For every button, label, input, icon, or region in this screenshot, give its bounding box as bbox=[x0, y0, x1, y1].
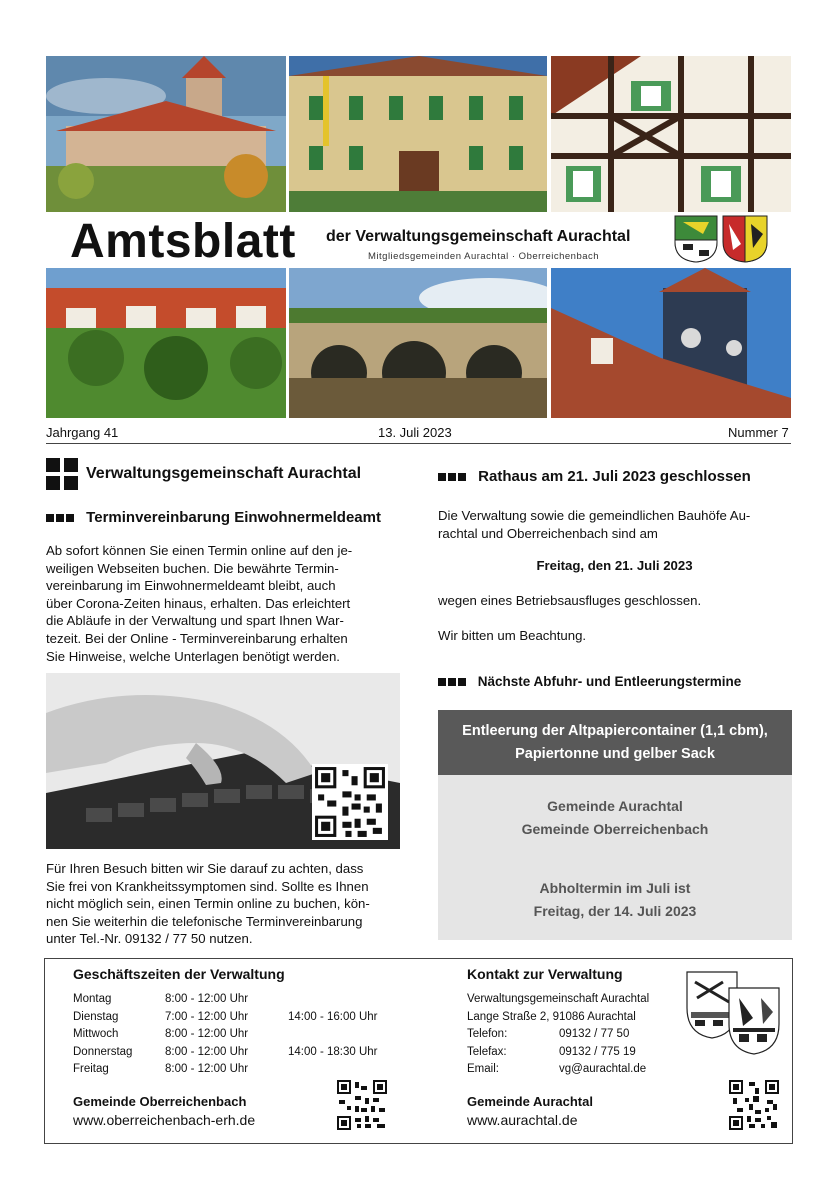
afternoon-hours: 14:00 - 16:00 Uhr bbox=[288, 1010, 378, 1023]
hours-row bbox=[73, 1061, 433, 1079]
contact-row bbox=[467, 1061, 687, 1079]
text-line: Sie Hinweise, welche Unterlagen benötigt werden. bbox=[46, 648, 340, 664]
clock-tower-photo bbox=[551, 268, 791, 418]
morning-hours: 8:00 - 12:00 Uhr bbox=[165, 1028, 249, 1041]
text-line: Die Verwaltung sowie die gemeindlichen Bauhöfe Au- bbox=[438, 508, 751, 523]
pickup-box-body bbox=[438, 775, 792, 940]
hours-row bbox=[73, 991, 433, 1009]
masthead-subtitle: der Verwaltungsgemeinschaft Aurachtal bbox=[326, 228, 631, 245]
text-line: Ab sofort können Sie einen Termin online auf den je- bbox=[46, 543, 353, 558]
contact-label: Telefon: bbox=[467, 1028, 508, 1041]
pickup-date bbox=[438, 841, 792, 923]
text-line: Papiertonne und gelber Sack bbox=[515, 746, 715, 762]
appointment-heading-text: Terminvereinbarung Einwohnermeldeamt bbox=[86, 509, 381, 526]
heading-marker-icon bbox=[438, 468, 468, 485]
contact-label: Email: bbox=[467, 1063, 499, 1076]
closed-heading bbox=[438, 468, 751, 485]
hours-heading: Geschäftszeiten der Verwaltung bbox=[73, 966, 285, 982]
morning-hours: 8:00 - 12:00 Uhr bbox=[165, 1063, 249, 1076]
visit-paragraph bbox=[46, 860, 400, 948]
text-line: Abholtermin im Juli ist bbox=[539, 880, 691, 896]
contact-row bbox=[467, 1044, 687, 1062]
town-hall-photo bbox=[289, 56, 547, 212]
appointment-heading bbox=[46, 509, 381, 526]
town1-url[interactable]: www.oberreichenbach-erh.de bbox=[73, 1112, 256, 1128]
text-line: Für Ihren Besuch bitten wir Sie darauf zu achten, dass bbox=[46, 861, 364, 876]
text-line: Gemeinde Oberreichenbach bbox=[521, 821, 709, 837]
contact-row bbox=[467, 1026, 687, 1044]
hours-table bbox=[73, 991, 433, 1079]
closed-reason: wegen eines Betriebsausfluges geschlossen. bbox=[438, 593, 702, 608]
section-grid-icon bbox=[46, 458, 78, 490]
contact-heading: Kontakt zur Verwaltung bbox=[467, 966, 623, 982]
heading-marker-icon bbox=[46, 509, 76, 526]
hours-row bbox=[73, 1044, 433, 1062]
closed-heading-text: Rathaus am 21. Juli 2023 geschlossen bbox=[478, 468, 751, 485]
appointment-qr-code[interactable] bbox=[312, 764, 388, 840]
text-line: Entleerung der Altpapiercontainer (1,1 cbm), bbox=[462, 723, 768, 739]
morning-hours: 8:00 - 12:00 Uhr bbox=[165, 993, 249, 1005]
day: Donnerstag bbox=[73, 1045, 133, 1058]
day: Dienstag bbox=[73, 1010, 119, 1023]
text-line: die Abläufe in der Verwaltung und spart Ihnen War- bbox=[46, 613, 344, 629]
contact-org: Verwaltungsgemeinschaft Aurachtal bbox=[467, 993, 650, 1005]
masthead-title: Amtsblatt bbox=[70, 215, 296, 268]
fax-value: 09132 / 775 19 bbox=[559, 1045, 636, 1058]
morning-hours: 7:00 - 12:00 Uhr bbox=[165, 1010, 249, 1023]
heading-marker-icon bbox=[438, 674, 468, 689]
text-line: unter Tel.-Nr. 09132 / 77 50 nutzen. bbox=[46, 931, 253, 947]
church-photo bbox=[46, 56, 286, 212]
text-line: weiligen Webseiten buchen. Die bewährte Termin- bbox=[46, 560, 339, 576]
text-line: Sie frei von Krankheitssymptomen sind. Sollte es Ihnen bbox=[46, 878, 369, 894]
email-value[interactable]: vg@aurachtal.de bbox=[559, 1063, 647, 1076]
issue-volume: Jahrgang 41 bbox=[46, 425, 119, 440]
half-timbered-house-photo bbox=[551, 56, 791, 212]
footer-coats-of-arms bbox=[683, 968, 783, 1056]
issue-date: 13. Juli 2023 bbox=[378, 425, 452, 440]
contact-block bbox=[467, 991, 687, 1079]
town2-name: Gemeinde Aurachtal bbox=[467, 1094, 593, 1109]
phone-value[interactable]: 09132 / 77 50 bbox=[559, 1028, 630, 1041]
town1-name: Gemeinde Oberreichenbach bbox=[73, 1094, 247, 1109]
hours-row bbox=[73, 1026, 433, 1044]
text-line: Gemeinde Aurachtal bbox=[547, 798, 683, 814]
org-heading: Verwaltungsgemeinschaft Aurachtal bbox=[86, 465, 362, 482]
issue-number: Nummer 7 bbox=[728, 425, 789, 440]
text-line: nen Sie weiterhin die telefonische Terminvereinbarung bbox=[46, 913, 363, 929]
text-line: über Corona-Zeiten hinaus, erhalten. Das erleichtert bbox=[46, 595, 351, 611]
text-line: tezeit. Bei der Online - Terminvereinbarung erhalten bbox=[46, 630, 348, 646]
text-line: nicht möglich sein, einen Termin online zu buchen, kön- bbox=[46, 896, 370, 912]
afternoon-hours: 14:00 - 18:30 Uhr bbox=[288, 1045, 378, 1058]
stone-bridge-photo bbox=[289, 268, 547, 418]
village-photo bbox=[46, 268, 286, 418]
pickup-towns bbox=[438, 775, 792, 841]
closed-paragraph bbox=[438, 507, 791, 542]
hours-row bbox=[73, 1009, 433, 1027]
issue-rule bbox=[46, 443, 791, 444]
pickup-heading-text: Nächste Abfuhr- und Entleerungstermine bbox=[477, 674, 742, 689]
morning-hours: 8:00 - 12:00 Uhr bbox=[165, 1045, 249, 1058]
pickup-heading bbox=[438, 674, 741, 689]
masthead-members: Mitgliedsgemeinden Aurachtal · Oberreichenbach bbox=[368, 251, 600, 262]
closed-date: Freitag, den 21. Juli 2023 bbox=[536, 558, 693, 573]
appointment-paragraph bbox=[46, 542, 399, 665]
town2-url[interactable]: www.aurachtal.de bbox=[467, 1112, 578, 1128]
day: Mittwoch bbox=[73, 1028, 119, 1041]
text-line: vereinbarung im Einwohnermeldeamt bleibt, auch bbox=[46, 578, 336, 594]
day: Montag bbox=[73, 993, 112, 1005]
contact-label: Telefax: bbox=[467, 1045, 507, 1058]
closed-note: Wir bitten um Beachtung. bbox=[438, 628, 587, 643]
coats-of-arms bbox=[673, 214, 769, 264]
pickup-box-title bbox=[438, 710, 792, 775]
town1-qr-code[interactable] bbox=[337, 1080, 387, 1130]
town2-qr-code[interactable] bbox=[729, 1080, 779, 1130]
text-line: rachtal und Oberreichenbach sind am bbox=[438, 525, 658, 541]
contact-address: Lange Straße 2, 91086 Aurachtal bbox=[467, 1010, 636, 1023]
text-line: Freitag, der 14. Juli 2023 bbox=[533, 903, 697, 919]
day: Freitag bbox=[73, 1063, 109, 1076]
